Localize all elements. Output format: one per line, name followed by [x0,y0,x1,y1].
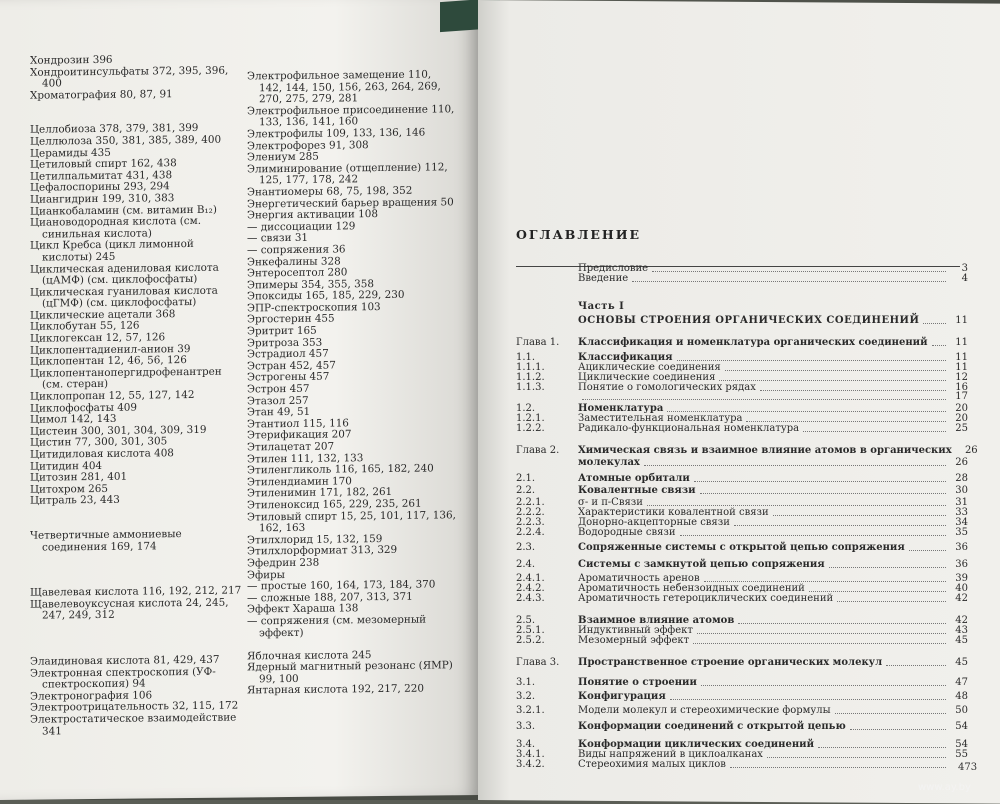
index-entry: Цитидиловая кислота 408 [30,447,174,461]
toc-text: Химическая связь и взаимное влияние атомов в органических [578,445,952,456]
toc-row[interactable] [516,592,968,604]
toc-text: Введение [578,273,629,284]
index-entry: — сложные 188, 207, 313, 371 [247,590,413,605]
toc-text: Часть I [578,301,625,312]
toc-number: 1.1.3. [516,382,545,393]
index-entry: Этиленгликоль 116, 165, 182, 240 [247,462,434,477]
index-entry: Яблочная кислота 245 [247,648,372,663]
toc-text: Сопряженные системы с открытой цепью сопряжения [578,542,905,553]
toc-number: 1.1. [516,352,536,363]
index-entry: Эпимеры 354, 355, 358 [247,277,374,292]
toc-number: 2.5.1. [516,625,545,636]
index-entry: — сопряжения 36 [247,243,346,257]
index-entry: Щавелевая кислота 116, 192, 212, 217 [30,584,242,599]
toc-page: 33 [955,507,968,518]
toc-number: 3.4.2. [516,759,545,770]
index-entry: Целлобиоза 378, 379, 381, 399 [30,122,199,137]
toc-text: Предисловие [578,263,649,274]
toc-page: 35 [955,527,968,538]
toc-page: 54 [955,739,968,750]
toc-page: 42 [955,593,968,604]
index-entry: Эпоксиды 165, 185, 229, 230 [247,289,405,303]
index-entry: Эфиры [247,568,285,581]
toc-page: 20 [955,413,968,424]
index-entry: Щавелевоуксусная кислота 24, 245, 247, 249, 312 [30,596,229,622]
toc-leader-dots [886,665,946,666]
toc-text: Заместительная номенклатура [578,413,743,424]
toc-number: 3.3. [516,721,536,732]
toc-number: 3.2. [516,691,536,702]
index-entry: Циановодородная кислота (см. синильная кислота) [30,215,202,241]
toc-page: 47 [955,677,968,688]
toc-leader-dots [644,465,946,466]
toc-page: 40 [955,583,968,594]
toc-text: Конфигурация [578,691,666,702]
index-entry: Этазол 257 [247,394,309,408]
toc-leader-dots [932,345,947,346]
toc-leader-dots [909,550,946,551]
toc-page: 11 [955,362,968,373]
index-entry: — диссоциации 129 [247,219,356,234]
toc-leader-dots [835,713,946,714]
toc-text: Понятие о гомологических рядах [578,382,756,393]
index-entry: Ядерный магнитный резонанс (ЯМР) 99, 100 [247,659,453,686]
toc-number: 2.2.3. [516,517,545,528]
toc-leader-dots [730,767,946,768]
watermark: www.ay.by [918,782,971,793]
toc-row[interactable] [516,272,968,284]
toc-page: 26 [955,457,968,468]
toc-leader-dots [829,567,946,568]
index-entry: Цианкобаламин (см. витамин B₁₂) [30,203,217,218]
index-entry: Эстрогены 457 [247,370,330,384]
toc-row[interactable] [516,558,968,570]
index-entry: — сопряжения (см. мезомерный эффект) [247,613,427,639]
toc-leader-dots [701,685,946,686]
toc-text: Мезомерный эффект [578,635,690,646]
toc-text: Конформации циклических соединений [578,739,815,750]
toc-number: 2.4.2. [516,583,545,594]
index-entry: Циклобутан 55, 126 [30,320,140,334]
index-entry: — связи 31 [247,232,309,245]
toc-number: Глава 2. [516,445,560,456]
toc-row[interactable] [516,456,968,468]
index-entry: — простые 160, 164, 173, 184, 370 [247,578,436,593]
index-entry: Циклическая гуаниловая кислота (цГМФ) (см. циклофосфаты) [30,284,218,310]
toc-text: Донорно-акцепторные связи [578,517,730,528]
toc-text: Виды напряжений в циклоалканах [578,749,763,760]
toc-row[interactable] [516,634,968,646]
index-entry: Хондрозин 396 [30,53,113,67]
toc-leader-dots [694,481,946,482]
index-entry: Энергетический барьер вращения 50 [247,195,454,210]
toc-text: Стереохимия малых циклов [578,759,726,770]
toc-number: 3.4. [516,739,536,750]
index-entry: Цистин 77, 300, 301, 305 [30,435,168,450]
toc-row[interactable] [516,422,968,434]
index-entry: Эстрон 457 [247,382,310,396]
toc-text: Водородные связи [578,527,676,538]
toc-leader-dots [670,699,946,700]
toc-text: Пространственное строение органических молекул [578,657,883,668]
index-entry: Электрофильное присоединение 110, 133, 136, 141, 160 [247,103,455,129]
toc-page: 20 [955,403,968,414]
index-entry: Этиловый спирт 15, 25, 101, 117, 136, 162, 163 [247,508,456,535]
index-entry: Циангидрин 199, 310, 383 [30,192,175,206]
index-entry: Цефалоспорины 293, 294 [30,180,170,195]
toc-page: 55 [955,749,968,760]
toc-text: Взаимное влияние атомов [578,615,735,626]
index-entry: Энкефалины 328 [247,254,341,268]
index-entry: Цитраль 23, 443 [30,494,120,508]
index-entry: Энергия активации 108 [247,208,378,222]
index-entry: Цитидин 404 [30,459,103,473]
index-entry: Циклопентан 12, 46, 56, 126 [30,354,187,368]
index-entry: Эстрадиол 457 [247,347,329,361]
toc-number: Глава 3. [516,657,560,668]
toc-text: молекулах [578,457,640,468]
toc-number: 2.4.1. [516,573,545,584]
index-entry: Циклическая адениловая кислота (цАМФ) (см. циклофосфаты) [30,261,219,287]
toc-leader-dots [582,399,946,400]
toc-page: 39 [955,573,968,584]
toc-number: 2.3. [516,542,536,553]
toc-number: 2.1. [516,473,536,484]
toc-number: 3.4.1. [516,749,545,760]
toc-number: 2.2.2. [516,507,545,518]
toc-number: 1.2.1. [516,413,545,424]
index-entry: Цимол 142, 143 [30,412,117,426]
toc-page: 3 [961,263,968,274]
index-entry: Энантиомеры 68, 75, 198, 352 [247,184,413,199]
index-entry: Этилхлорид 15, 132, 159 [247,532,383,547]
index-entry: Этан 49, 51 [247,405,311,419]
index-entry: Хондроитинсульфаты 372, 395, 396, 400 [30,64,229,90]
toc-number: 1.1.1. [516,362,545,373]
index-entry: ЭПР-спектроскопия 103 [247,300,381,315]
index-entry: Этилхлорформиат 313, 329 [247,544,398,558]
index-entry: Целлюлоза 350, 381, 385, 389, 400 [30,133,222,148]
index-entry: Хроматография 80, 87, 91 [30,87,173,102]
index-entry: Цетилпальмитат 431, 438 [30,168,173,183]
toc-page: 16 [955,382,968,393]
toc-number: 2.4.3. [516,593,545,604]
toc-page: 11 [955,337,968,348]
index-entry: Эритроза 353 [247,336,323,350]
toc-page: 45 [955,635,968,646]
toc-page: 26 [964,445,978,456]
index-entry: Эфедрин 238 [247,556,320,570]
toc-text: Конформации соединений с открытой цепью [578,721,846,732]
toc-text: σ- и π-Связи [578,497,643,508]
toc-page: 31 [955,497,968,508]
toc-number: 1.1.2. [516,372,545,383]
index-entry: Этилен 111, 132, 133 [247,451,364,466]
toc-page: 54 [955,721,968,732]
toc-row[interactable] [516,720,968,732]
toc-text: Классификация [578,352,673,363]
toc-number: 2.2. [516,485,536,496]
toc-row[interactable] [516,444,978,456]
index-entry: Этиленоксид 165, 229, 235, 261 [247,497,422,512]
toc-page: 45 [955,657,968,668]
toc-text: Циклические соединения [578,372,716,383]
toc-page: 4 [961,273,968,284]
index-entry: Циклические ацетали 368 [30,308,176,322]
index-entry: Элиминирование (отщепление) 112, 125, 177, 178, 242 [247,161,448,187]
toc-text: Атомные орбитали [578,473,690,484]
toc-leader-dots [850,729,946,730]
index-entry: Циклопропан 12, 55, 127, 142 [30,388,195,403]
toc-text: Классификация и номенклатура органических соединений [578,337,928,348]
index-entry: Электронография 106 [30,689,153,703]
toc-row[interactable] [516,314,968,326]
index-entry: Этилацетат 207 [247,440,335,454]
index-entry: Электронная спектроскопия (УФ-спектроскопия) 94 [30,665,216,691]
index-entry: Этантиол 115, 116 [247,417,349,431]
index-entry: Элаидиновая кислота 81, 429, 437 [30,653,220,668]
index-entry: Энтеросептол 280 [247,266,348,280]
index-entry: Этерификация 207 [247,428,352,442]
toc-number: Глава 1. [516,337,560,348]
toc-page: 25 [955,423,968,434]
page-number: 473 [958,762,978,773]
toc-number: 2.5.2. [516,635,545,646]
index-entry: Элениум 285 [247,150,319,164]
toc-page: 50 [955,705,968,716]
toc-page: 36 [955,559,968,570]
toc-text: Ароматичность небензоидных соединений [578,583,805,594]
index-entry: Цитозин 281, 401 [30,470,128,484]
index-entry: Цикл Кребса (цикл лимонной кислоты) 245 [30,238,194,264]
toc-leader-dots [693,643,946,644]
toc-number: 1.2. [516,403,536,414]
index-entry: Циклогексан 12, 57, 126 [30,331,166,345]
toc-page: 11 [955,315,968,326]
index-entry: Эргостерин 455 [247,312,335,326]
toc-text: Ациклические соединения [578,362,721,373]
toc-text: Системы с замкнутой цепью сопряжения [578,559,825,570]
index-entry: Электростатическое взаимодействие 341 [30,711,237,738]
toc-number: 3.2.1. [516,705,545,716]
index-entry: Цетиловый спирт 162, 438 [30,157,177,171]
toc-page: 17 [955,391,968,402]
index-entry: Эстран 452, 457 [247,359,336,373]
toc-number: 3.1. [516,677,536,688]
index-entry: Этиленимин 171, 182, 261 [247,486,393,500]
toc-page: 36 [955,542,968,553]
index-entry: Электрофилы 109, 133, 136, 146 [247,126,426,141]
toc-row[interactable] [516,336,968,348]
index-entry: Циклопентанопергидрофенантрен (см. стеран) [30,365,222,391]
toc-page: 30 [955,485,968,496]
index-entry: Эритрит 165 [247,324,317,338]
toc-row[interactable] [516,526,968,538]
index-entry: Цистеин 300, 301, 304, 309, 319 [30,423,207,438]
toc-number: 2.2.1. [516,497,545,508]
index-entry: Циклофосфаты 409 [30,401,138,415]
toc-number: 2.5. [516,615,536,626]
toc-title: ОГЛАВЛЕНИЕ [516,227,642,242]
toc-row[interactable] [516,676,968,688]
index-entry: Электрофильное замещение 110, 142, 144, 150, 156, 263, 264, 269, 270, 275, 279, 281 [247,68,441,106]
toc-page: 43 [955,625,968,636]
toc-page: 48 [955,691,968,702]
index-entry: Этилендиамин 170 [247,475,352,489]
toc-leader-dots [680,535,946,536]
toc-number: 1.2.2. [516,423,545,434]
toc-text: Номенклатура [578,403,664,414]
toc-text: Ароматичность аренов [578,573,700,584]
index-entry: Электроотрицательность 32, 115, 172 [30,699,239,714]
toc-leader-dots [803,431,946,432]
index-entry: Электрофорез 91, 308 [247,138,369,152]
toc-row[interactable] [516,541,968,553]
toc-text: Ароматичность гетероциклических соединений [578,593,834,604]
toc-row[interactable] [516,300,968,312]
index-entry: Четвертичные аммониевые соединения 169, 174 [30,528,182,554]
index-entry: Циклопентадиенил-анион 39 [30,342,191,357]
toc-page: 42 [955,615,968,626]
toc-text: Характеристики ковалентной связи [578,507,769,518]
toc-text: Индуктивный эффект [578,625,693,636]
toc-leader-dots [837,601,946,602]
toc-row[interactable] [516,758,968,770]
index-entry: Эффект Хараша 138 [247,602,359,616]
toc-page: 11 [955,352,968,363]
toc-leader-dots [632,281,946,282]
toc-row[interactable] [516,484,968,496]
toc-number: 2.2.4. [516,527,545,538]
toc-leader-dots [923,323,946,324]
toc-page: 28 [955,473,968,484]
toc-row[interactable] [516,690,968,702]
toc-row[interactable] [516,704,968,716]
index-entry: Церамиды 435 [30,146,111,160]
toc-text: Понятие о строении [578,677,697,688]
toc-row[interactable] [516,472,968,484]
toc-row[interactable] [516,656,968,668]
toc-row[interactable] [516,390,968,402]
toc-page: 34 [955,517,968,528]
toc-leader-dots [700,493,946,494]
toc-text: Модели молекул и стереохимические формулы [578,705,831,716]
toc-number: 2.4. [516,559,536,570]
index-entry: Цитохром 265 [30,482,108,496]
index-entry: Янтарная кислота 192, 217, 220 [247,683,424,697]
toc-page: 12 [955,372,968,383]
toc-text: ОСНОВЫ СТРОЕНИЯ ОРГАНИЧЕСКИХ СОЕДИНЕНИЙ [578,315,920,326]
toc-text: Ковалентные связи [578,485,696,496]
toc-text: Радикало-функциональная номенклатура [578,423,800,434]
